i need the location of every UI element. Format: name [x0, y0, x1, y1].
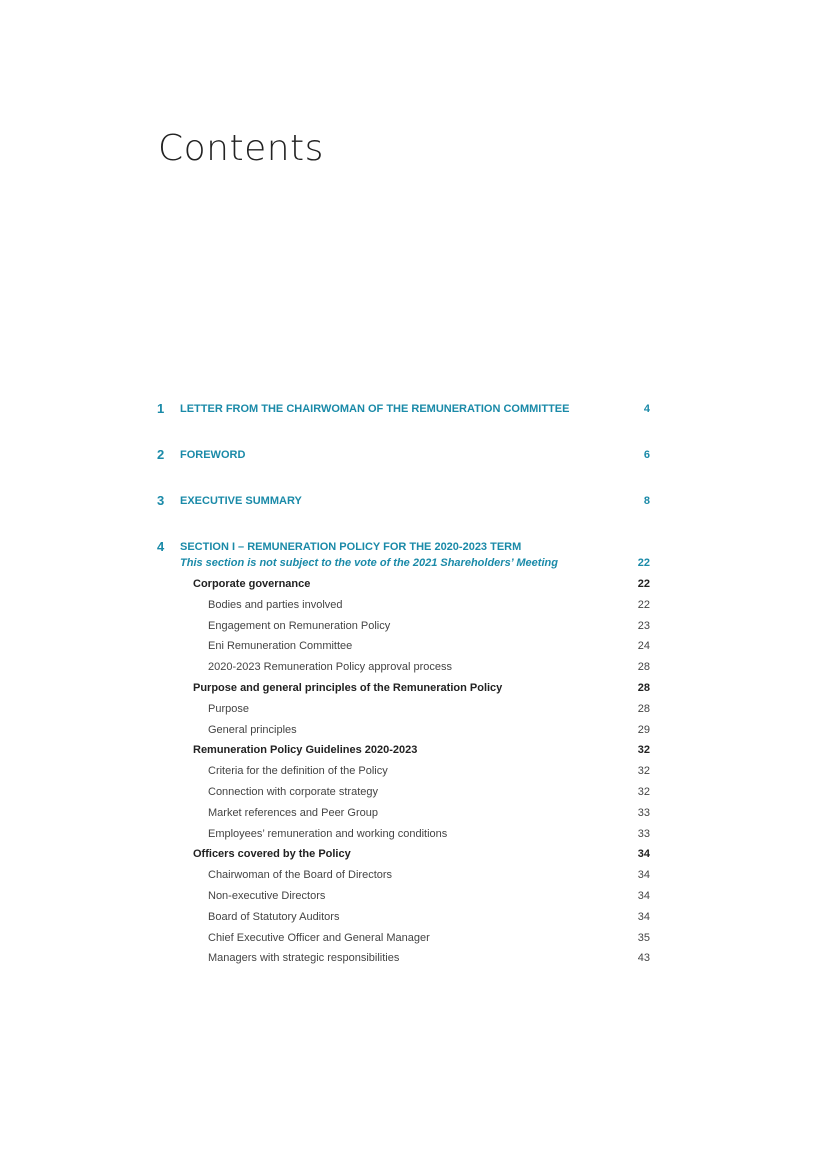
toc-item[interactable]	[0, 828, 826, 844]
item-title[interactable]: Connection with corporate strategy	[208, 786, 378, 798]
chapter-number: 2	[157, 447, 165, 462]
toc-item[interactable]	[0, 807, 826, 823]
toc-chapter-3[interactable]	[0, 495, 826, 511]
toc-item[interactable]	[0, 869, 826, 885]
item-title[interactable]: Non-executive Directors	[208, 890, 326, 902]
toc-item[interactable]	[0, 640, 826, 656]
section-title[interactable]: Remuneration Policy Guidelines 2020-2023	[193, 744, 418, 756]
item-page-number: 22	[637, 599, 650, 611]
toc-section[interactable]	[0, 848, 826, 864]
chapter-page-number: 4	[643, 403, 650, 415]
chapter-title[interactable]: LETTER FROM THE CHAIRWOMAN OF THE REMUNERATION COMMITTEE	[180, 403, 570, 415]
toc-item[interactable]	[0, 932, 826, 948]
item-page-number: 33	[637, 828, 650, 840]
chapter-number: 1	[157, 401, 165, 416]
chapter-number: 4	[157, 539, 165, 554]
section-page-number: 32	[637, 744, 650, 756]
item-page-number: 34	[637, 890, 650, 902]
section-title[interactable]: Corporate governance	[193, 578, 311, 590]
toc-section[interactable]	[0, 744, 826, 760]
toc-item[interactable]	[0, 599, 826, 615]
chapter-title[interactable]: EXECUTIVE SUMMARY	[180, 495, 302, 507]
section-title[interactable]: Officers covered by the Policy	[193, 848, 351, 860]
chapter-page-number: 8	[643, 495, 650, 507]
item-page-number: 33	[637, 807, 650, 819]
chapter-note: This section is not subject to the vote of the 2021 Shareholders’ Meeting	[180, 557, 558, 569]
item-title[interactable]: Eni Remuneration Committee	[208, 640, 353, 652]
toc-chapter-4-note	[0, 557, 826, 573]
toc-item[interactable]	[0, 661, 826, 677]
toc-item[interactable]	[0, 765, 826, 781]
chapter-page-number: 22	[637, 557, 650, 569]
chapter-page-number: 6	[643, 449, 650, 461]
toc-item[interactable]	[0, 620, 826, 636]
toc-item[interactable]	[0, 890, 826, 906]
item-title[interactable]: General principles	[208, 724, 297, 736]
toc-chapter-1[interactable]	[0, 403, 826, 419]
item-title[interactable]: Purpose	[208, 703, 249, 715]
item-title[interactable]: Chairwoman of the Board of Directors	[208, 869, 393, 881]
page-title: Contents	[158, 128, 324, 169]
section-page-number: 34	[637, 848, 650, 860]
chapter-title[interactable]: SECTION I – REMUNERATION POLICY FOR THE 2020-2023 TERM	[180, 541, 522, 553]
item-page-number: 43	[637, 952, 650, 964]
chapter-number: 3	[157, 493, 165, 508]
section-page-number: 28	[637, 682, 650, 694]
toc-item[interactable]	[0, 952, 826, 968]
toc-chapter-2[interactable]	[0, 449, 826, 465]
item-page-number: 23	[637, 620, 650, 632]
chapter-title[interactable]: FOREWORD	[180, 449, 246, 461]
item-title[interactable]: Employees’ remuneration and working conditions	[208, 828, 448, 840]
item-title[interactable]: Market references and Peer Group	[208, 807, 378, 819]
item-page-number: 35	[637, 932, 650, 944]
section-page-number: 22	[637, 578, 650, 590]
item-title[interactable]: Engagement on Remuneration Policy	[208, 620, 391, 632]
item-title[interactable]: Bodies and parties involved	[208, 599, 343, 611]
toc-item[interactable]	[0, 786, 826, 802]
toc-item[interactable]	[0, 703, 826, 719]
toc-item[interactable]	[0, 724, 826, 740]
toc-chapter-4[interactable]	[0, 541, 826, 557]
toc-section[interactable]	[0, 682, 826, 698]
item-title[interactable]: Criteria for the definition of the Policy	[208, 765, 388, 777]
section-title[interactable]: Purpose and general principles of the Remuneration Policy	[193, 682, 503, 694]
item-page-number: 28	[637, 661, 650, 673]
item-page-number: 34	[637, 911, 650, 923]
item-page-number: 32	[637, 765, 650, 777]
item-title[interactable]: Managers with strategic responsibilities	[208, 952, 400, 964]
item-title[interactable]: 2020-2023 Remuneration Policy approval process	[208, 661, 452, 673]
item-page-number: 29	[637, 724, 650, 736]
item-title[interactable]: Chief Executive Officer and General Manager	[208, 932, 430, 944]
item-page-number: 32	[637, 786, 650, 798]
item-page-number: 28	[637, 703, 650, 715]
item-title[interactable]: Board of Statutory Auditors	[208, 911, 340, 923]
item-page-number: 24	[637, 640, 650, 652]
item-page-number: 34	[637, 869, 650, 881]
toc-item[interactable]	[0, 911, 826, 927]
toc-section[interactable]	[0, 578, 826, 594]
